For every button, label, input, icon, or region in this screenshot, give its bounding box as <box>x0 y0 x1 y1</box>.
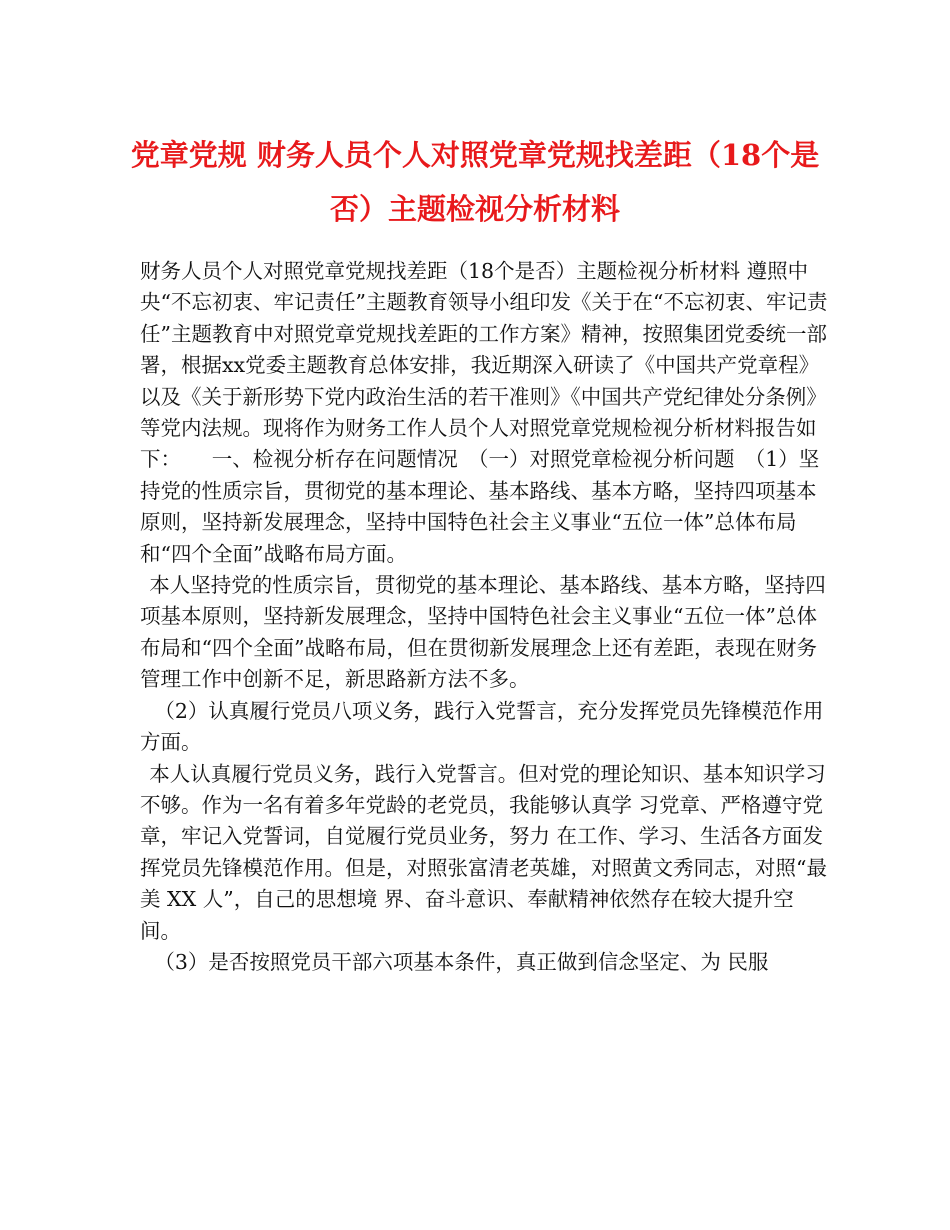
paragraph-item-2-heading: （2）认真履行党员八项义务，践行入党誓言，充分发挥党员先锋模范作用方面。 <box>140 698 824 755</box>
paragraph-self-assessment-1: 本人坚持党的性质宗旨，贯彻党的基本理论、基本路线、基本方略，坚持四项基本原则，坚持新发展理念，坚持中国特色社会主义事业“五位一体”总体布局和“四个全面”战略布局，但在贯彻新发展理念上还有差距，表现在财务管理工作中创新不足，新思路新方法不多。 <box>140 573 826 692</box>
document-body <box>140 256 830 978</box>
paragraph-self-assessment-2: 本人认真履行党员义务，践行入党誓言。但对党的理论知识、基本知识学习不够。作为一名有着多年党龄的老党员，我能够认真学 习党章、严格遵守党章，牢记入党誓词，自觉履行党员业务，努力 在工作、学习、生活各方面发挥党员先锋模范作用。但是，对照张富清老英雄，对照黄文秀同志，对照“最美 XX 人”，自己的思想境 界、奋斗意识、奉献精神依然存在较大提升空间。 <box>140 761 827 943</box>
paragraph-intro: 财务人员个人对照党章党规找差距（18个是否）主题检视分析材料 遵照中央“不忘初衷、牢记责任”主题教育领导小组印发《关于在“不忘初衷、牢记责任”主题教育中对照党章党规找差距的工作方案》精神，按照集团党委统一部署，根据xx党委主题教育总体安排，我近期深入研读了《中国共产党章程》以及《关于新形势下党内政治生活的若干准则》《中国共产党纪律处分条例》等党内法规。现将作为财务工作人员个人对照党章党规检视分析材料报告如下： 一、检视分析存在问题情况 （一）对照党章检视分析问题 （1）坚持党的性质宗旨，贯彻党的基本理论、基本路线、基本方略，坚持四项基本原则，坚持新发展理念，坚持中国特色社会主义事业“五位一体”总体布局和“四个全面”战略布局方面。 <box>140 259 828 566</box>
document-title: 党章党规 财务人员个人对照党章党规找差距（18个是否）主题检视分析材料 <box>130 138 820 226</box>
paragraph-item-3-heading: （3）是否按照党员干部六项基本条件，真正做到信念坚定、为 民服 <box>154 949 769 974</box>
